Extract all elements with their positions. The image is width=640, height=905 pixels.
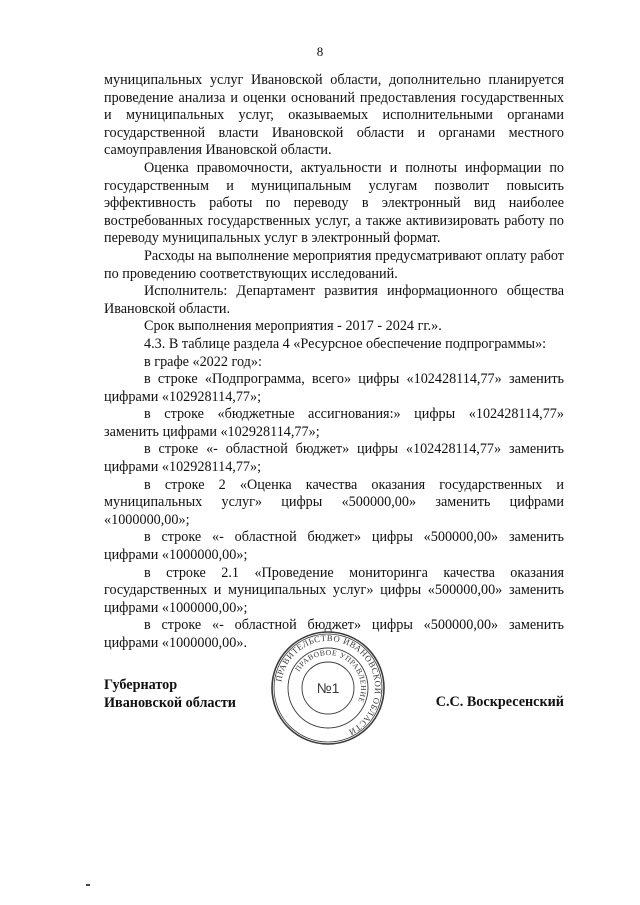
paragraph: Расходы на выполнение мероприятия предусматривают оплату работ по проведению соответствующих исследований. [104,247,564,282]
paragraph: 4.3. В таблице раздела 4 «Ресурсное обеспечение подпрограммы»: [144,335,547,352]
official-stamp [270,630,386,746]
stamp-outer-text: ПРАВИТЕЛЬСТВО ИВАНОВСКОЙ ОБЛАСТИ [273,632,384,738]
paragraph: в строке «бюджетные ассигнования:» цифры «102428114,77» заменить цифрами «102928114,77»; [104,406,564,440]
paragraph: Исполнитель: Департамент развития информационного общества Ивановской области. [104,283,564,317]
paragraph: в строке «- областной бюджет» цифры «500000,00» заменить цифрами «1000000,00»; [104,529,564,564]
paragraph: в строке 2 «Оценка качества оказания государственных и муниципальных услуг» цифры «500000,00» заменить цифрами «1000000,00»; [104,476,564,528]
document-body [104,72,564,653]
paragraph: в строке «- областной бюджет» цифры «500000,00» заменить цифрами «1000000,00». [104,617,564,651]
paragraph: Срок выполнения мероприятия - 2017 - 2024 гг.». [144,318,442,335]
paragraph: Оценка правомочности, актуальности и полноты информации по государственным и муниципальным услугам позволит повысить эффективность работы по переводу в электронный вид наиболее востребованных государственных услуг, а также активизировать работу по переводу муниципальных услуг в электронный формат. [104,159,564,247]
paragraph: в графе «2022 год»: [144,353,262,370]
signatory-title [104,676,236,712]
paragraph: в строке «- областной бюджет» цифры «102428114,77» заменить цифрами «102928114,77»; [104,441,564,476]
paragraph: муниципальных услуг Ивановской области, дополнительно планируется проведение анализа и оценки оснований предоставления государственных и муниципальных услуг, оказываемых исполнительными органами государственной власти Ивановской области и органами местного самоуправления Ивановской области. [104,72,564,159]
stamp-inner-text: ПРАВОВОЕ УПРАВЛЕНИЕ [293,647,369,705]
page-number: 8 [316,44,324,59]
signatory-name: С.С. Воскресенский [435,694,564,710]
scan-mark [86,884,90,886]
signatory-title-line2: Ивановской области [104,695,236,711]
signatory-title-line1: Губернатор [104,677,178,693]
stamp-seal-icon [270,630,386,746]
paragraph: в строке 2.1 «Проведение мониторинга качества оказания государственных и муниципальных услуг» цифры «500000,00» заменить цифрами «1000000,00»; [104,564,564,616]
stamp-number: №1 [316,680,340,696]
paragraph: в строке «Подпрограмма, всего» цифры «102428114,77» заменить цифрами «102928114,77»; [104,371,564,405]
